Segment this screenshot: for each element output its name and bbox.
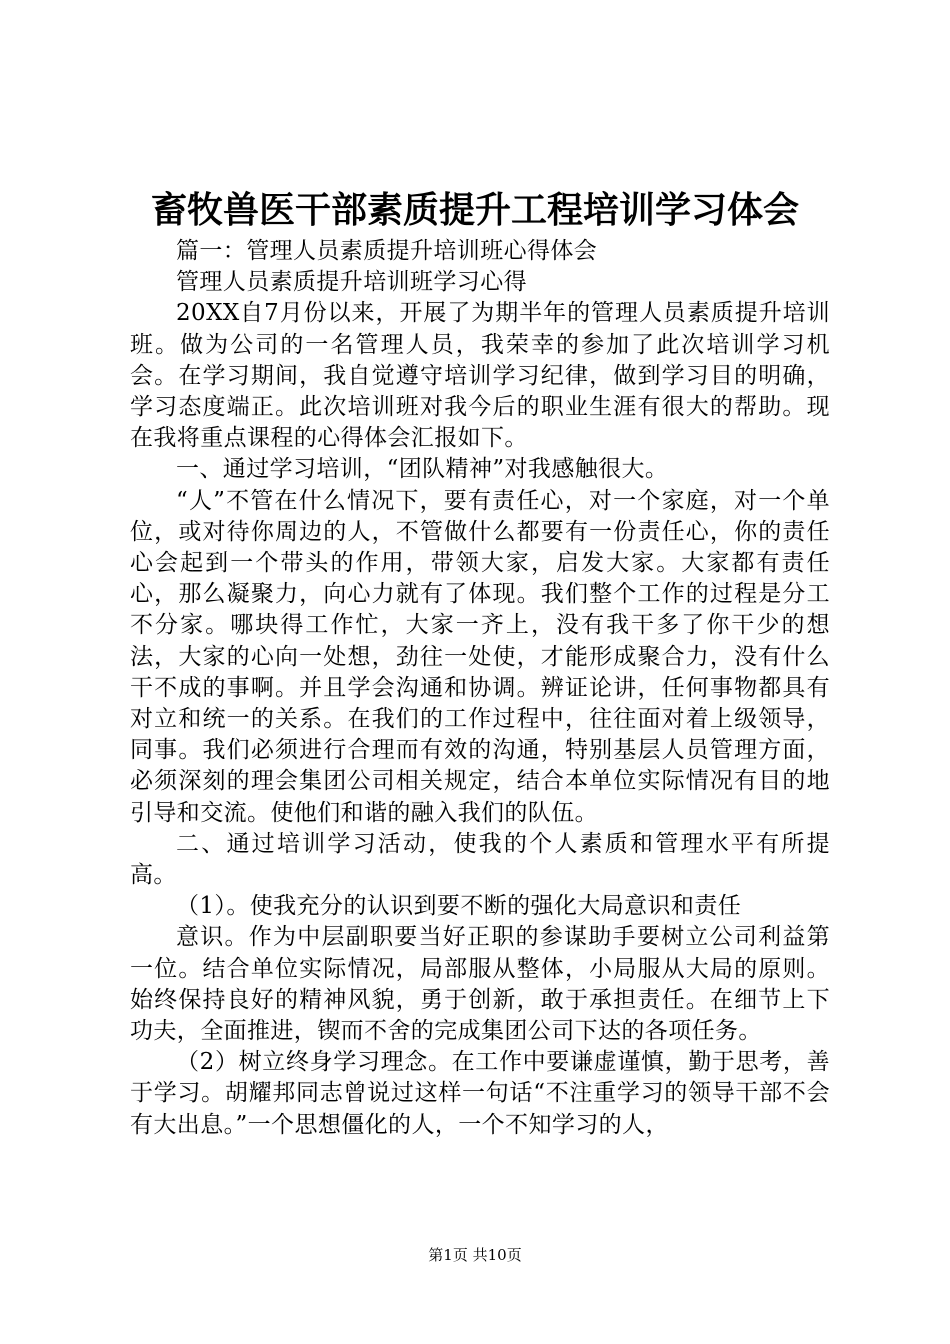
subtitle: 管理人员素质提升培训班学习心得	[176, 269, 527, 296]
page-number-footer: 第1页 共10页	[428, 1246, 522, 1264]
document-title: 畜牧兽医干部素质提升工程培训学习体会	[150, 189, 799, 231]
paragraph: （2）树立终身学习理念。在工作中要谦虚谨慎，勤于思考，善于学习。胡耀邦同志曾说过这样一句话“不注重学习的领导干部不会有大出息。”一个思想僵化的人，一个不知学习的人，	[130, 1049, 830, 1138]
section-heading: 篇一：管理人员素质提升培训班心得体会	[176, 238, 598, 264]
document-body	[130, 236, 830, 1141]
paragraph: 意识。作为中层副职要当好正职的参谋助手要树立公司利益第一位。结合单位实际情况，局部服从整体，小局服从大局的原则。始终保持良好的精神风貌，勇于创新，敢于承担责任。在细节上下功夫，全面推进，锲而不舍的完成集团公司下达的各项任务。	[130, 924, 830, 1045]
paragraph: “人”不管在什么情况下，要有责任心，对一个家庭，对一个单位，或对待你周边的人，不管做什么都要有一份责任心，你的责任心会起到一个带头的作用，带领大家，启发大家。大家都有责任心，那么凝聚力，向心力就有了体现。我们整个工作的过程是分工不分家。哪块得工作忙，大家一齐上，没有我干多了你干少的想法，大家的心向一处想，劲往一处使，才能形成聚合力，没有什么干不成的事啊。并且学会沟通和协调。辨证论讲，任何事物都具有对立和统一的关系。在我们的工作过程中，往往面对着上级领导，同事。我们必须进行合理而有效的沟通，特别基层人员管理方面，必须深刻的理会集团公司相关规定，结合本单位实际情况有目的地引导和交流。使他们和谐的融入我们的队伍。	[130, 487, 830, 826]
paragraph-heading: 二、通过培训学习活动，使我的个人素质和管理水平有所提高。	[130, 830, 830, 889]
paragraph: （1）。使我充分的认识到要不断的强化大局意识和责任	[176, 893, 742, 920]
paragraph-heading: 一、通过学习培训，“团队精神”对我感触很大。	[176, 456, 669, 483]
paragraph: 20XX自7月份以来，开展了为期半年的管理人员素质提升培训班。做为公司的一名管理人员，我荣幸的参加了此次培训学习机会。在学习期间，我自觉遵守培训学习纪律，做到学习目的明确，学习态度端正。此次培训班对我今后的职业生涯有很大的帮助。现在我将重点课程的心得体会汇报如下。	[130, 300, 830, 452]
